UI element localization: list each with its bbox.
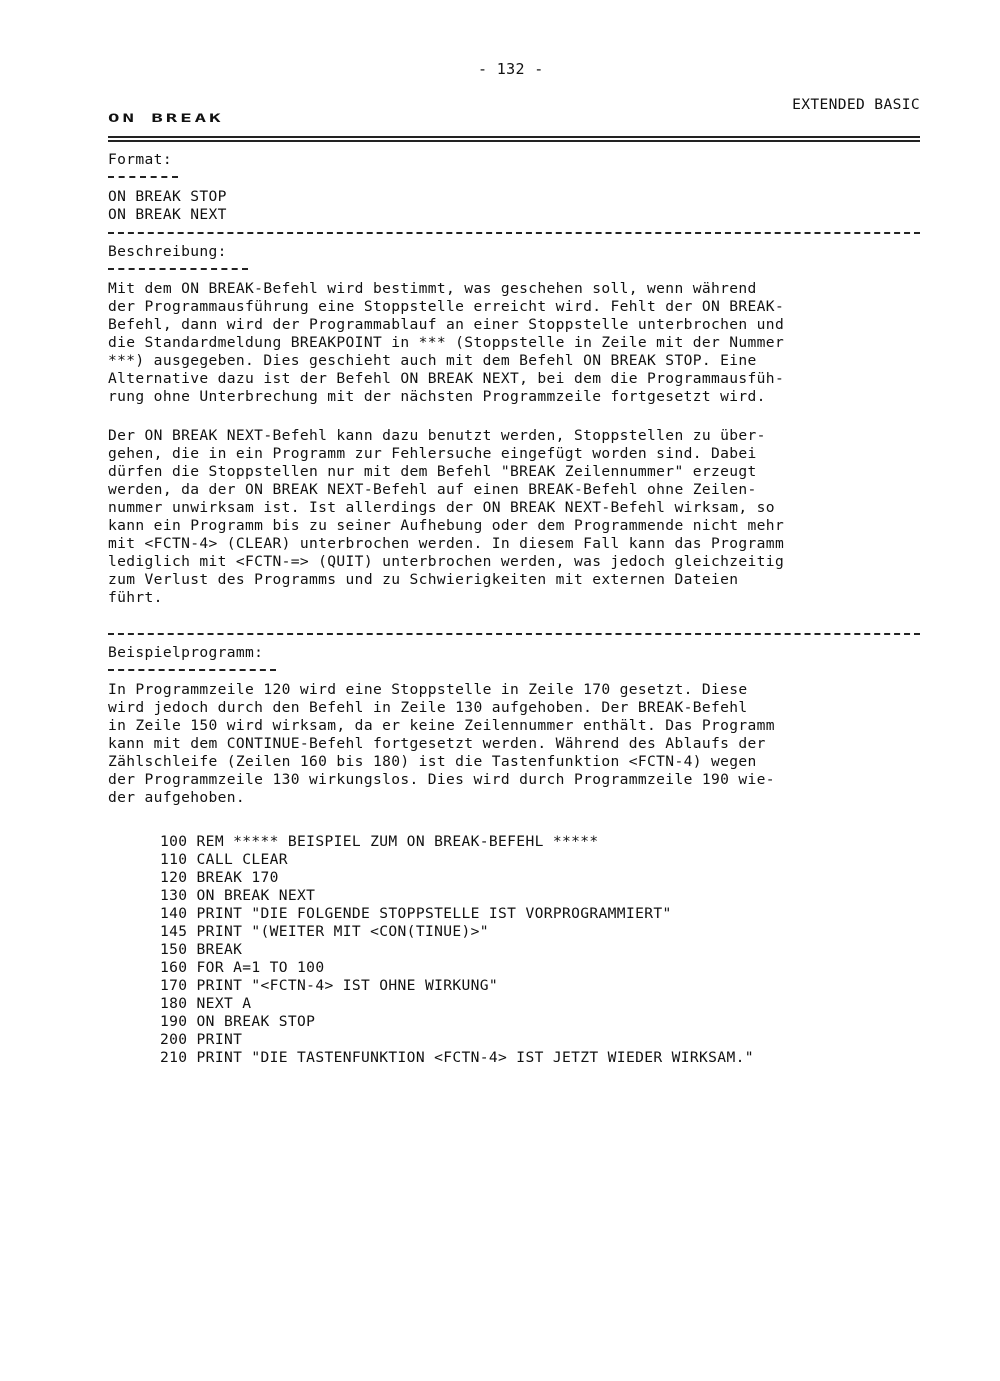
page-number: - 132 - xyxy=(478,60,544,78)
page-title: ON BREAK xyxy=(108,111,224,125)
example-line: kann mit dem CONTINUE-Befehl fortgesetzt werden. Während des Ablaufs der xyxy=(108,735,766,752)
example-line: der Programmzeile 130 wirkungslos. Dies wird durch Programmzeile 190 wie- xyxy=(108,771,775,788)
description-line: lediglich mit <FCTN-=> (QUIT) unterbrochen werden, was jedoch gleichzeitig xyxy=(108,553,785,570)
code-line: 190 ON BREAK STOP xyxy=(160,1013,316,1030)
code-line: 150 BREAK xyxy=(160,941,243,958)
description-line: der Programmausführung eine Stoppstelle erreicht wird. Fehlt der ON BREAK- xyxy=(108,298,785,315)
code-line: 140 PRINT "DIE FOLGENDE STOPPSTELLE IST VORPROGRAMMIERT" xyxy=(160,905,672,922)
example-heading-underline xyxy=(108,669,276,671)
code-line: 120 BREAK 170 xyxy=(160,869,279,886)
description-line: Alternative dazu ist der Befehl ON BREAK NEXT, bei dem die Programmausfüh- xyxy=(108,370,785,387)
example-line: wird jedoch durch den Befehl in Zeile 130 aufgehoben. Der BREAK-Befehl xyxy=(108,699,748,716)
format-heading-underline xyxy=(108,176,178,178)
example-line: der aufgehoben. xyxy=(108,789,246,806)
code-line: 160 FOR A=1 TO 100 xyxy=(160,959,325,976)
format-heading: Format: xyxy=(108,151,172,168)
description-line: führt. xyxy=(108,589,163,606)
code-line: 180 NEXT A xyxy=(160,995,252,1012)
description-line: Der ON BREAK NEXT-Befehl kann dazu benutzt werden, Stoppstellen zu über- xyxy=(108,427,766,444)
code-line: 200 PRINT xyxy=(160,1031,243,1048)
description-line: nummer unwirksam ist. Ist allerdings der ON BREAK NEXT-Befehl wirksam, so xyxy=(108,499,775,516)
code-line: 170 PRINT "<FCTN-4> IST OHNE WIRKUNG" xyxy=(160,977,499,994)
description-heading-underline xyxy=(108,268,248,270)
description-line: zum Verlust des Programms und zu Schwierigkeiten mit externen Dateien xyxy=(108,571,739,588)
example-line: In Programmzeile 120 wird eine Stoppstelle in Zeile 170 gesetzt. Diese xyxy=(108,681,748,698)
description-line: werden, da der ON BREAK NEXT-Befehl auf einen BREAK-Befehl ohne Zeilen- xyxy=(108,481,757,498)
example-line: Zählschleife (Zeilen 160 bis 180) ist die Tastenfunktion <FCTN-4) wegen xyxy=(108,753,757,770)
description-line: rung ohne Unterbrechung mit der nächsten Programmzeile fortgesetzt wird. xyxy=(108,388,766,405)
code-line: 110 CALL CLEAR xyxy=(160,851,288,868)
description-line: Befehl, dann wird der Programmablauf an einer Stoppstelle unterbrochen und xyxy=(108,316,785,333)
description-line: gehen, die in ein Programm zur Fehlersuche eingefügt worden sind. Dabei xyxy=(108,445,757,462)
example-heading: Beispielprogramm: xyxy=(108,644,264,661)
format-line: ON BREAK STOP xyxy=(108,188,227,205)
code-line: 130 ON BREAK NEXT xyxy=(160,887,316,904)
section-divider xyxy=(108,633,920,635)
double-rule xyxy=(108,136,920,142)
section-divider xyxy=(108,232,920,234)
description-line: Mit dem ON BREAK-Befehl wird bestimmt, was geschehen soll, wenn während xyxy=(108,280,757,297)
code-line: 210 PRINT "DIE TASTENFUNKTION <FCTN-4> IST JETZT WIEDER WIRKSAM." xyxy=(160,1049,754,1066)
format-line: ON BREAK NEXT xyxy=(108,206,227,223)
code-line: 145 PRINT "(WEITER MIT <CON(TINUE)>" xyxy=(160,923,489,940)
code-line: 100 REM ***** BEISPIEL ZUM ON BREAK-BEFEHL ***** xyxy=(160,833,599,850)
description-heading: Beschreibung: xyxy=(108,243,227,260)
description-line: die Standardmeldung BREAKPOINT in *** (Stoppstelle in Zeile mit der Nummer xyxy=(108,334,785,351)
description-line: kann ein Programm bis zu seiner Aufhebung oder dem Programmende nicht mehr xyxy=(108,517,785,534)
example-line: in Zeile 150 wird wirksam, da er keine Zeilennummer enthält. Das Programm xyxy=(108,717,775,734)
description-line: dürfen die Stoppstellen nur mit dem Befehl "BREAK Zeilennummer" erzeugt xyxy=(108,463,757,480)
section-label: EXTENDED BASIC xyxy=(792,96,920,113)
description-line: ***) ausgegeben. Dies geschieht auch mit dem Befehl ON BREAK STOP. Eine xyxy=(108,352,757,369)
description-line: mit <FCTN-4> (CLEAR) unterbrochen werden. In diesem Fall kann das Programm xyxy=(108,535,785,552)
